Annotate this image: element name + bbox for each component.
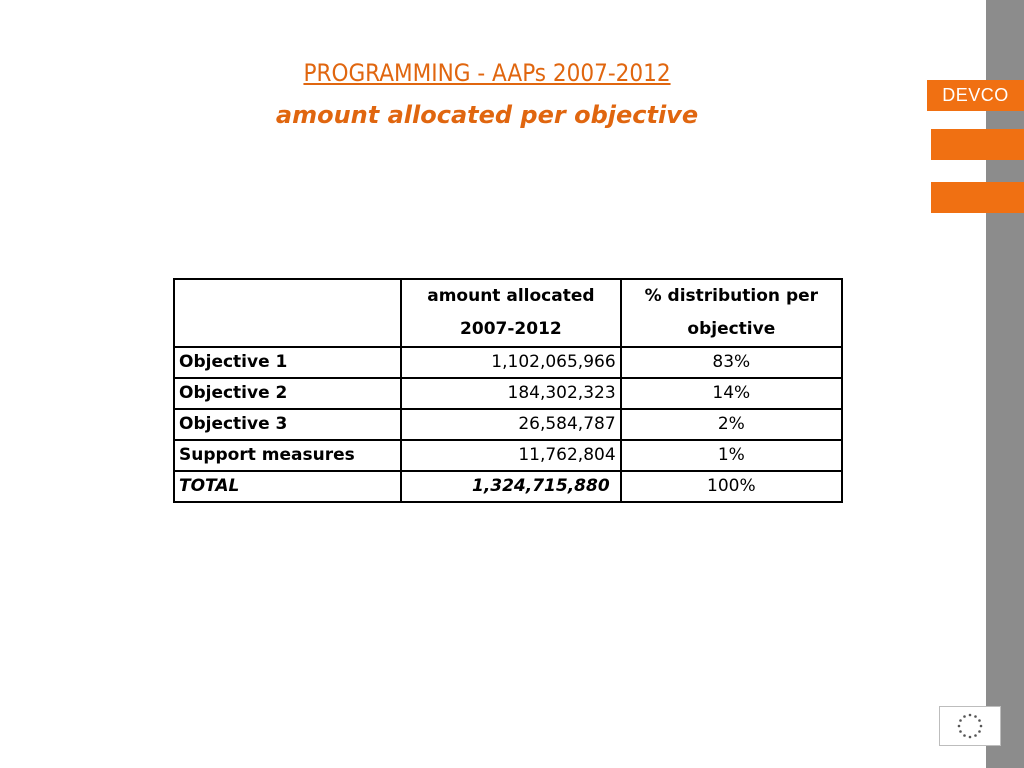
orange-decor-block-2 (931, 182, 1024, 213)
allocation-table (173, 278, 843, 503)
eu-stars-icon (940, 707, 1000, 745)
slide-title (0, 58, 974, 130)
table-row (174, 378, 842, 409)
eu-logo (939, 706, 1001, 746)
row-amount: 1,102,065,966 (401, 347, 621, 378)
row-label: Objective 1 (174, 347, 401, 378)
row-pct: 2% (621, 409, 842, 440)
total-amount: 1,324,715,880 (401, 471, 621, 502)
devco-tag: DEVCO (927, 80, 1024, 111)
table-header-row (174, 279, 842, 347)
row-label: Objective 3 (174, 409, 401, 440)
orange-decor-block-1 (931, 129, 1024, 160)
table-row (174, 440, 842, 471)
row-amount: 11,762,804 (401, 440, 621, 471)
header-pct-line-1: % distribution per (644, 286, 819, 306)
total-label: TOTAL (174, 471, 401, 502)
title-line-2: amount allocated per objective (275, 101, 699, 129)
total-pct: 100% (621, 471, 842, 502)
row-label: Objective 2 (174, 378, 401, 409)
header-amount-line-2: 2007-2012 (460, 319, 562, 339)
header-blank (174, 279, 401, 347)
table-total-row (174, 471, 842, 502)
table-row (174, 347, 842, 378)
row-pct: 83% (621, 347, 842, 378)
header-pct (621, 279, 842, 347)
row-pct: 14% (621, 378, 842, 409)
header-amount-line-1: amount allocated (427, 286, 595, 306)
table-row (174, 409, 842, 440)
row-pct: 1% (621, 440, 842, 471)
row-amount: 26,584,787 (401, 409, 621, 440)
row-amount: 184,302,323 (401, 378, 621, 409)
right-side-bar (986, 0, 1024, 768)
title-line-1: PROGRAMMING - AAPs 2007-2012 (303, 59, 671, 87)
row-label: Support measures (174, 440, 401, 471)
header-pct-line-2: objective (687, 319, 776, 339)
header-amount (401, 279, 621, 347)
